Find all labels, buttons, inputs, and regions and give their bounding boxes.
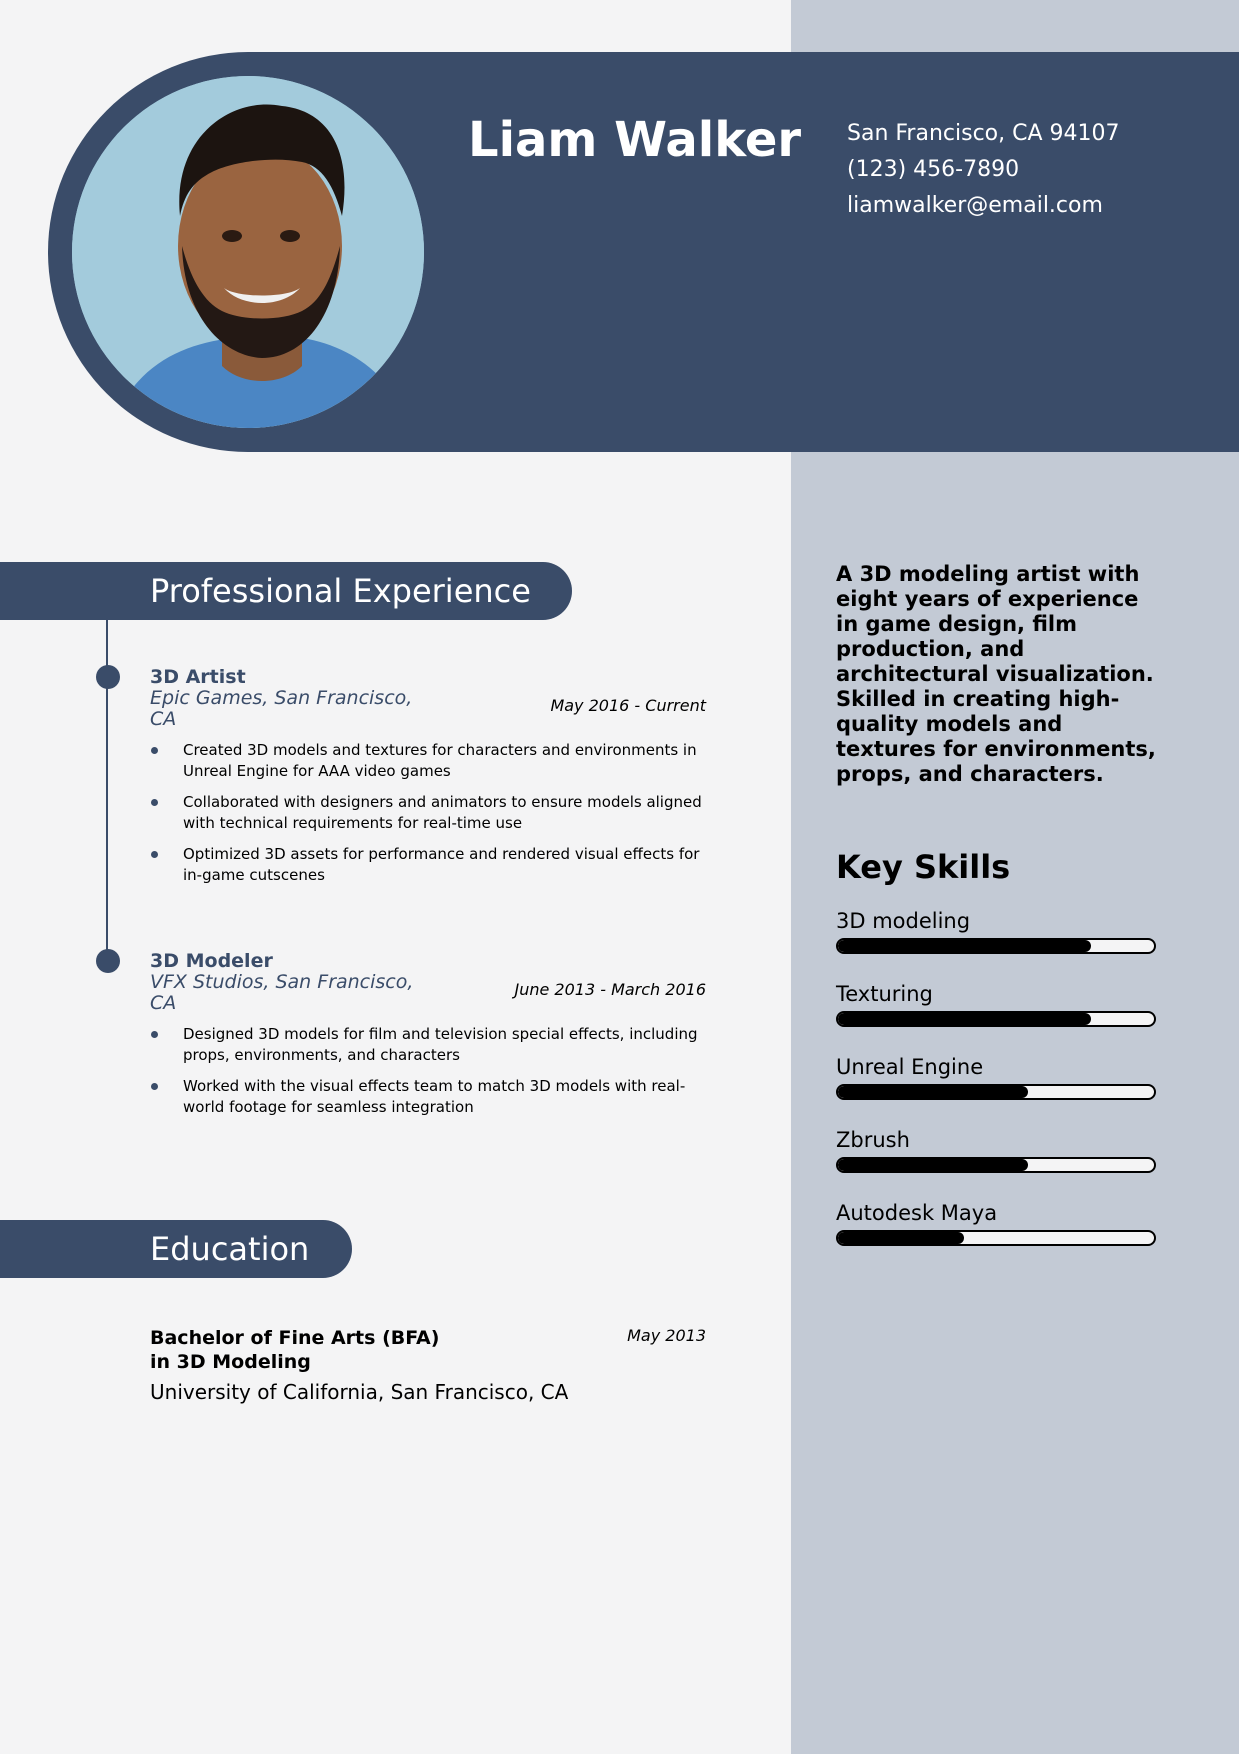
skill-item bbox=[836, 1200, 1156, 1273]
skill-bar bbox=[836, 1011, 1156, 1027]
skill-item bbox=[836, 1127, 1156, 1200]
skill-bar bbox=[836, 1157, 1156, 1173]
education-date: May 2013 bbox=[627, 1326, 706, 1345]
skills-heading: Key Skills bbox=[836, 848, 1011, 886]
skill-name: 3D modeling bbox=[836, 909, 971, 933]
profile-photo-illustration bbox=[72, 76, 424, 428]
education-heading: Education bbox=[0, 1220, 352, 1278]
skill-bar bbox=[836, 938, 1156, 954]
contact-email[interactable]: liamwalker@email.com bbox=[847, 193, 1103, 218]
contact-info bbox=[847, 116, 1120, 224]
job-entry bbox=[150, 950, 706, 1128]
skill-name: Texturing bbox=[836, 982, 933, 1006]
profile-photo bbox=[72, 76, 424, 428]
job-dates: June 2013 - March 2016 bbox=[514, 980, 706, 999]
skill-item bbox=[836, 1054, 1156, 1127]
skill-bar bbox=[836, 1084, 1156, 1100]
contact-phone: (123) 456-7890 bbox=[847, 157, 1020, 182]
skill-name: Zbrush bbox=[836, 1128, 910, 1152]
experience-heading: Professional Experience bbox=[0, 562, 572, 620]
job-bullets bbox=[150, 740, 706, 886]
skill-bar-fill bbox=[838, 940, 1091, 952]
job-title: 3D Artist bbox=[150, 666, 246, 688]
job-title: 3D Modeler bbox=[150, 950, 273, 972]
profile-summary: A 3D modeling artist with eight years of experience in game design, film production, and architectural visualization. Skilled in creating high-quality models and textures for environments, props, and characters. bbox=[836, 562, 1156, 786]
candidate-name: Liam Walker bbox=[468, 112, 802, 168]
skill-bar-fill bbox=[838, 1013, 1091, 1025]
job-bullets bbox=[150, 1024, 706, 1118]
skill-bar-fill bbox=[838, 1232, 964, 1244]
contact-address: San Francisco, CA 94107 bbox=[847, 121, 1120, 146]
skills-list bbox=[836, 908, 1156, 1273]
timeline-dot bbox=[96, 949, 120, 973]
job-entry bbox=[150, 666, 706, 896]
education-degree: Bachelor of Fine Arts (BFA) in 3D Modeling bbox=[150, 1327, 440, 1373]
skill-name: Unreal Engine bbox=[836, 1055, 984, 1079]
job-bullet: Optimized 3D assets for performance and rendered visual effects for in-game cutscenes bbox=[150, 844, 706, 886]
job-bullet: Created 3D models and textures for characters and environments in Unreal Engine for AAA video games bbox=[150, 740, 706, 782]
job-company: VFX Studios, San Francisco, CA bbox=[150, 971, 414, 1014]
timeline-dot bbox=[96, 665, 120, 689]
education-school: University of California, San Francisco, CA bbox=[150, 1380, 569, 1404]
job-dates: May 2016 - Current bbox=[550, 696, 706, 715]
job-bullet: Worked with the visual effects team to match 3D models with real-world footage for seamless integration bbox=[150, 1076, 706, 1118]
skill-bar-fill bbox=[838, 1086, 1028, 1098]
skill-item bbox=[836, 908, 1156, 981]
skill-bar-fill bbox=[838, 1159, 1028, 1171]
job-bullet: Collaborated with designers and animators to ensure models aligned with technical requirements for real-time use bbox=[150, 792, 706, 834]
skill-bar bbox=[836, 1230, 1156, 1246]
education-entry bbox=[150, 1326, 706, 1404]
skill-name: Autodesk Maya bbox=[836, 1201, 998, 1225]
job-company: Epic Games, San Francisco, CA bbox=[150, 687, 413, 730]
skill-item bbox=[836, 981, 1156, 1054]
job-bullet: Designed 3D models for film and television special effects, including props, environments, and characters bbox=[150, 1024, 706, 1066]
